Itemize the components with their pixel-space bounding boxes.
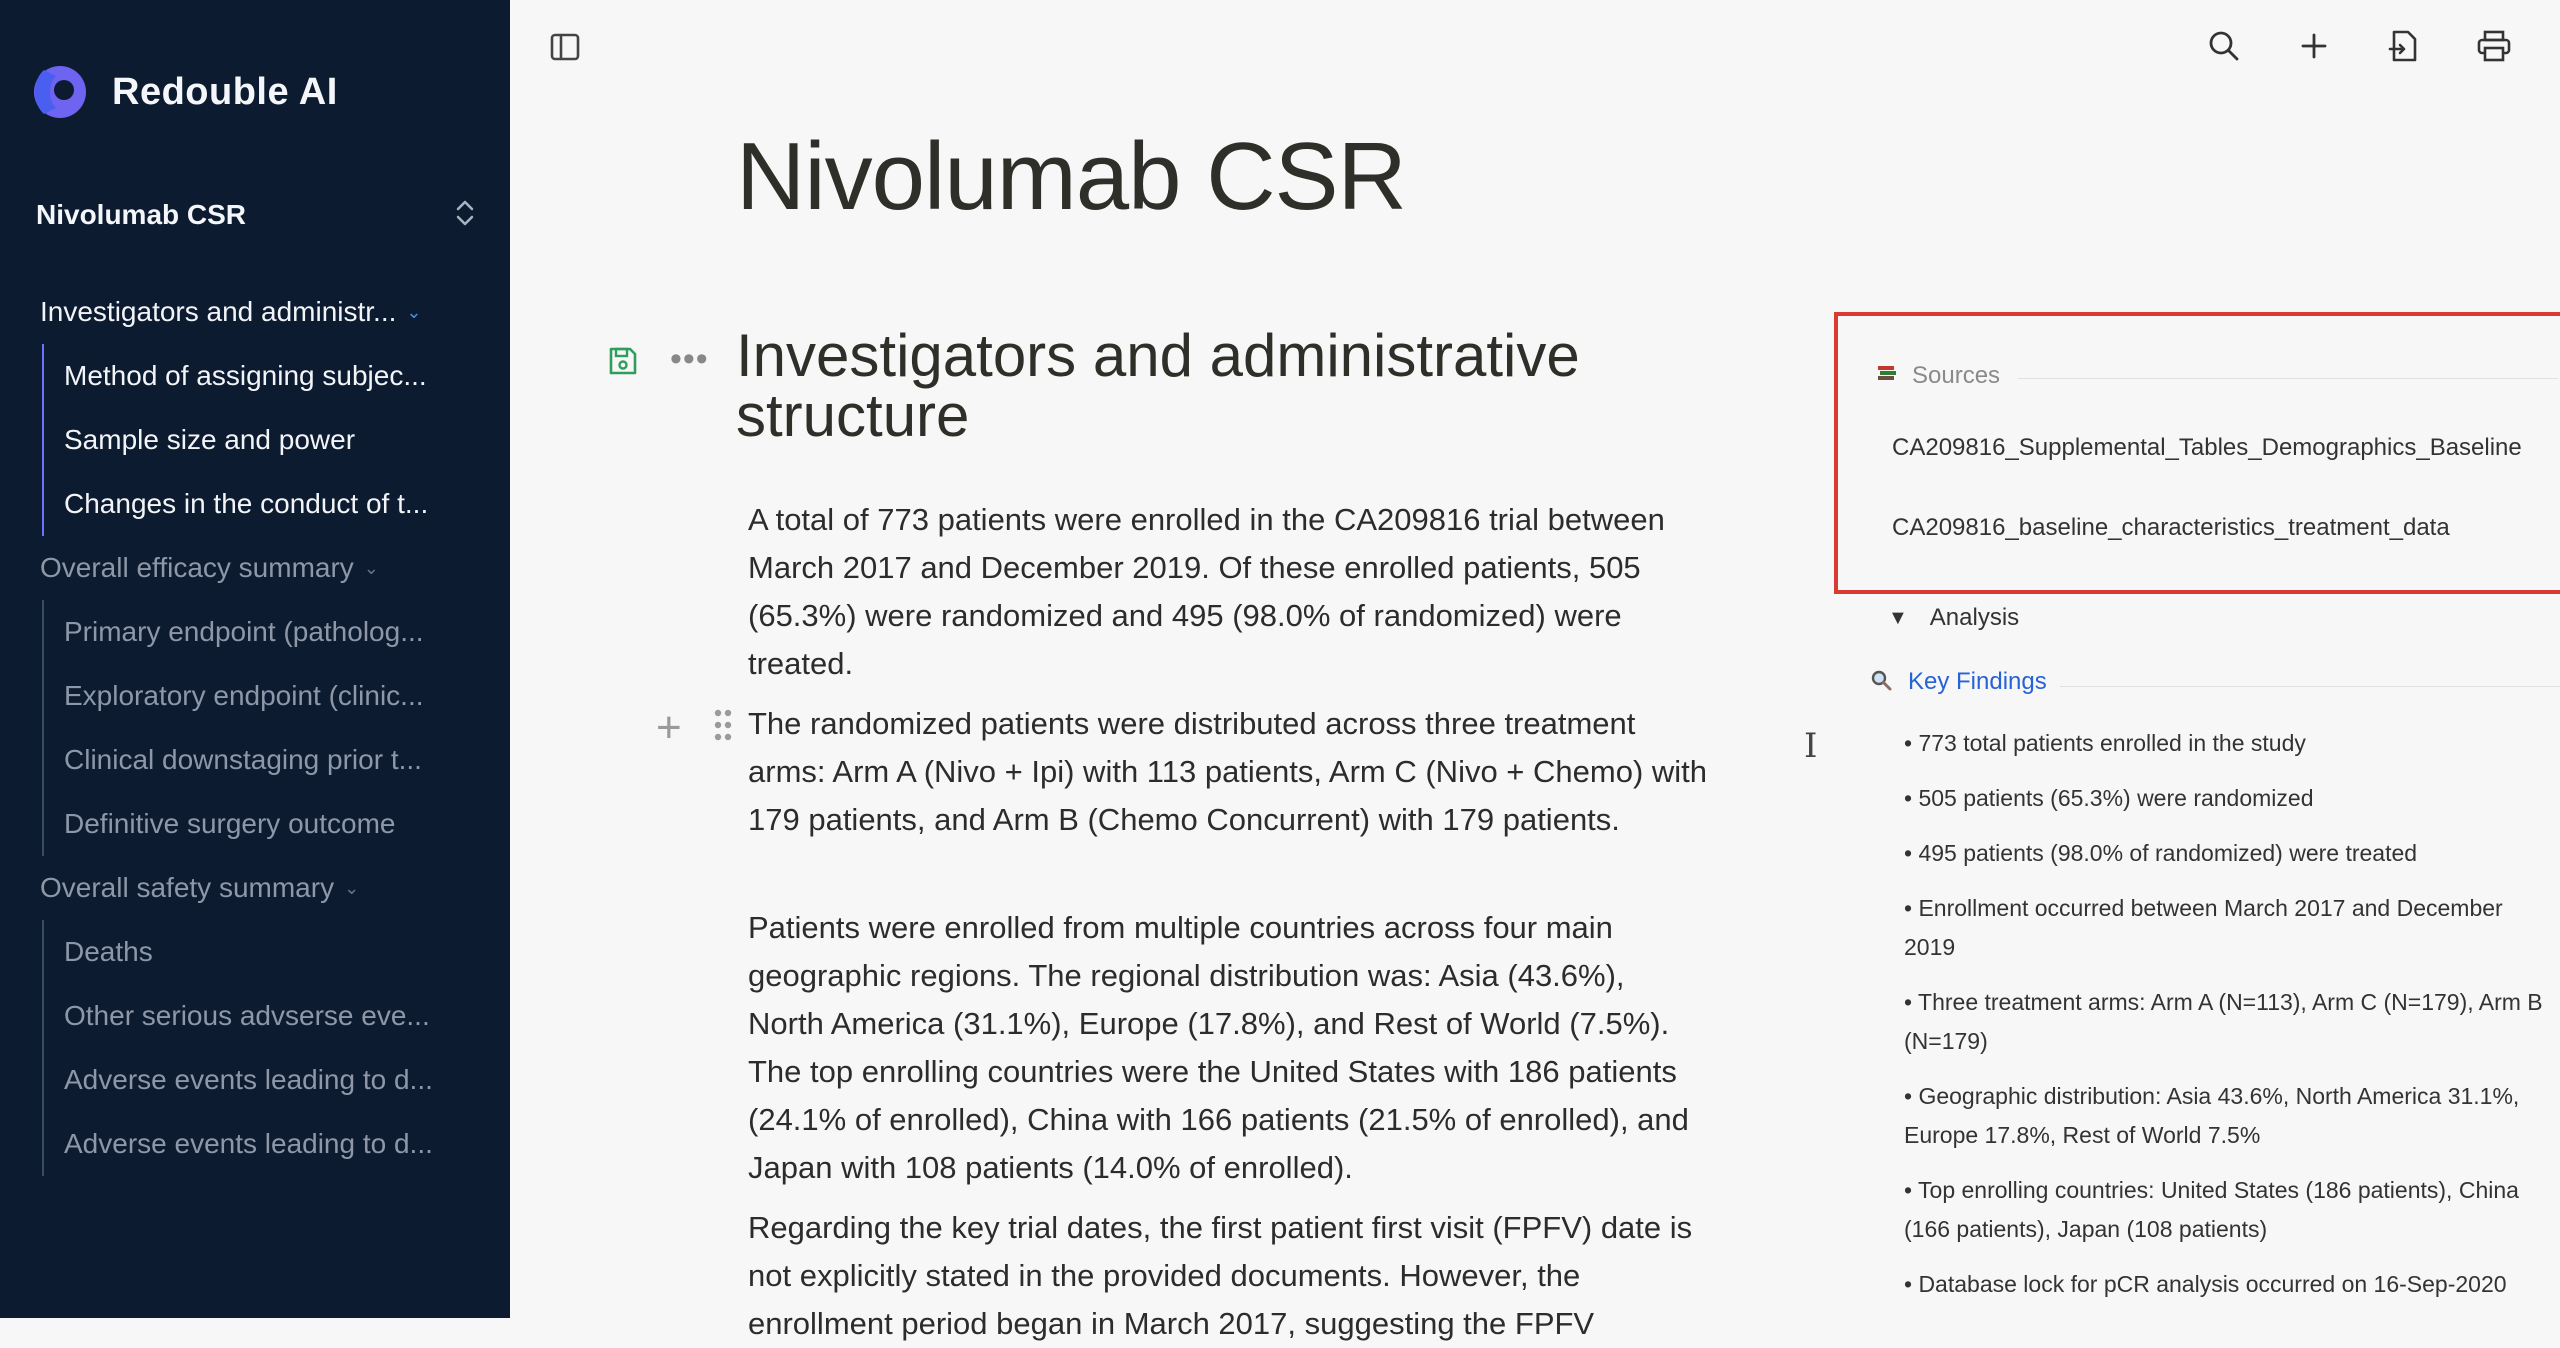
source-link[interactable]: CA209816_Supplemental_Tables_Demographics_Baseline — [1892, 434, 2522, 461]
finding-item: • Enrollment occurred between March 2017 and December 2019 — [1904, 895, 2503, 960]
sources-panel — [1834, 312, 2560, 594]
project-selector[interactable] — [36, 195, 476, 235]
chevron-down-icon: ⌄ — [344, 877, 360, 898]
finding-item: • Geographic distribution: Asia 43.6%, North America 31.1%, Europe 17.8%, Rest of World 7.5% — [1904, 1083, 2520, 1148]
sidebar-section-header[interactable] — [0, 856, 510, 920]
sidebar-item[interactable]: Clinical downstaging prior t... — [64, 744, 422, 775]
search-icon[interactable] — [2206, 26, 2242, 66]
section-title: Investigators and administrative structure — [736, 322, 1580, 449]
analysis-toggle[interactable] — [1888, 604, 2019, 632]
sidebar-item[interactable]: Exploratory endpoint (clinic... — [64, 680, 424, 711]
sidebar-item[interactable]: Other serious advserse eve... — [64, 1000, 430, 1031]
chevron-down-icon: ⌄ — [406, 301, 422, 322]
paragraph[interactable]: Regarding the key trial dates, the first patient first visit (FPFV) date is not explicitly stated in the provided documents. However, the enrollment period began in March 2017, suggesting the FPFV — [748, 1210, 1693, 1341]
sidebar-item[interactable]: Method of assigning subjec... — [64, 360, 427, 391]
more-options-icon[interactable]: ••• — [670, 340, 709, 378]
nav-section — [0, 536, 510, 856]
brand-name: Redouble AI — [112, 70, 338, 113]
nav-section — [0, 856, 510, 1176]
books-icon — [1876, 363, 1898, 390]
page-title: Nivolumab CSR — [736, 123, 1406, 230]
redouble-logo-icon — [30, 64, 86, 120]
project-name: Nivolumab CSR — [36, 199, 247, 230]
export-icon[interactable] — [2386, 26, 2422, 66]
finding-item: • Database lock for pCR analysis occurred on 16-Sep-2020 — [1904, 1271, 2507, 1297]
toolbar — [2206, 26, 2512, 66]
key-findings-label: Key Findings — [1908, 668, 2047, 695]
sidebar-item[interactable]: Deaths — [64, 936, 153, 967]
sources-header — [1876, 362, 2000, 390]
sidebar-section-label: Overall efficacy summary — [40, 552, 354, 583]
sidebar — [0, 0, 510, 1318]
save-icon[interactable] — [606, 344, 640, 378]
magnifier-icon — [1870, 669, 1892, 696]
finding-item: • 495 patients (98.0% of randomized) were treated — [1904, 840, 2418, 866]
sidebar-item[interactable]: Definitive surgery outcome — [64, 808, 396, 839]
finding-item: • Top enrolling countries: United States (186 patients), China (166 patients), Japan (108 patients) — [1904, 1177, 2519, 1242]
sidebar-section-label: Investigators and administr... — [40, 296, 397, 327]
sidebar-section-label: Overall safety summary — [40, 872, 335, 903]
paragraph[interactable]: Patients were enrolled from multiple countries across four main geographic regions. The regional distribution was: Asia (43.6%), North America (31.1%), Europe (17.8%), and Rest of World (7.5%). The top enrolling countries were the United States with 186 patients (24.1% of enrolled), China with 166 patients (21.5% of enrolled), and Japan with 108 patients (14.0% of enrolled). — [748, 910, 1689, 1185]
sidebar-item[interactable]: Primary endpoint (patholog... — [64, 616, 424, 647]
key-findings-header — [1870, 668, 2047, 696]
sidebar-section-header[interactable] — [0, 280, 510, 344]
sidebar-children — [42, 600, 510, 856]
text-cursor-icon: I — [1804, 726, 1818, 766]
nav-section — [0, 280, 510, 536]
sidebar-nav — [0, 280, 510, 1176]
sidebar-item[interactable]: Sample size and power — [64, 424, 356, 455]
print-icon[interactable] — [2476, 26, 2512, 66]
chevron-up-down-icon — [454, 198, 476, 233]
sidebar-section-header[interactable] — [0, 536, 510, 600]
plus-icon[interactable] — [2296, 26, 2332, 66]
paragraph[interactable]: A total of 773 patients were enrolled in the CA209816 trial between March 2017 and December 2019. Of these enrolled patients, 505 (65.3%) were randomized and 495 (98.0% of randomized) were treated. — [748, 502, 1665, 681]
finding-item: • Three treatment arms: Arm A (N=113), Arm C (N=179), Arm B (N=179) — [1904, 989, 2543, 1054]
sources-label: Sources — [1912, 362, 2001, 389]
triangle-down-icon: ▼ — [1888, 606, 1908, 629]
chevron-down-icon: ⌄ — [363, 557, 379, 578]
sidebar-item[interactable]: Adverse events leading to d... — [64, 1128, 433, 1159]
add-block-icon[interactable]: + — [656, 703, 682, 752]
finding-item: • 773 total patients enrolled in the study — [1904, 730, 2306, 756]
sidebar-item[interactable]: Changes in the conduct of t... — [64, 488, 429, 519]
key-findings-list — [1904, 724, 2560, 1320]
divider — [2018, 378, 2558, 379]
sidebar-children — [42, 920, 510, 1176]
sidebar-toggle-icon[interactable] — [548, 30, 582, 64]
finding-item: • 505 patients (65.3%) were randomized — [1904, 785, 2314, 811]
paragraph[interactable]: The randomized patients were distributed across three treatment arms: Arm A (Nivo + Ipi) with 113 patients, Arm C (Nivo + Chemo) with 179 patients, and Arm B (Chemo Concurrent) with 179 patients. — [748, 706, 1708, 837]
sidebar-children — [42, 344, 510, 536]
sidebar-item[interactable]: Adverse events leading to d... — [64, 1064, 433, 1095]
source-link[interactable]: CA209816_baseline_characteristics_treatment_data — [1892, 514, 2450, 541]
brand[interactable] — [30, 62, 338, 122]
divider — [2060, 686, 2560, 687]
drag-handle-icon[interactable] — [712, 708, 734, 742]
analysis-label: Analysis — [1929, 604, 2020, 631]
